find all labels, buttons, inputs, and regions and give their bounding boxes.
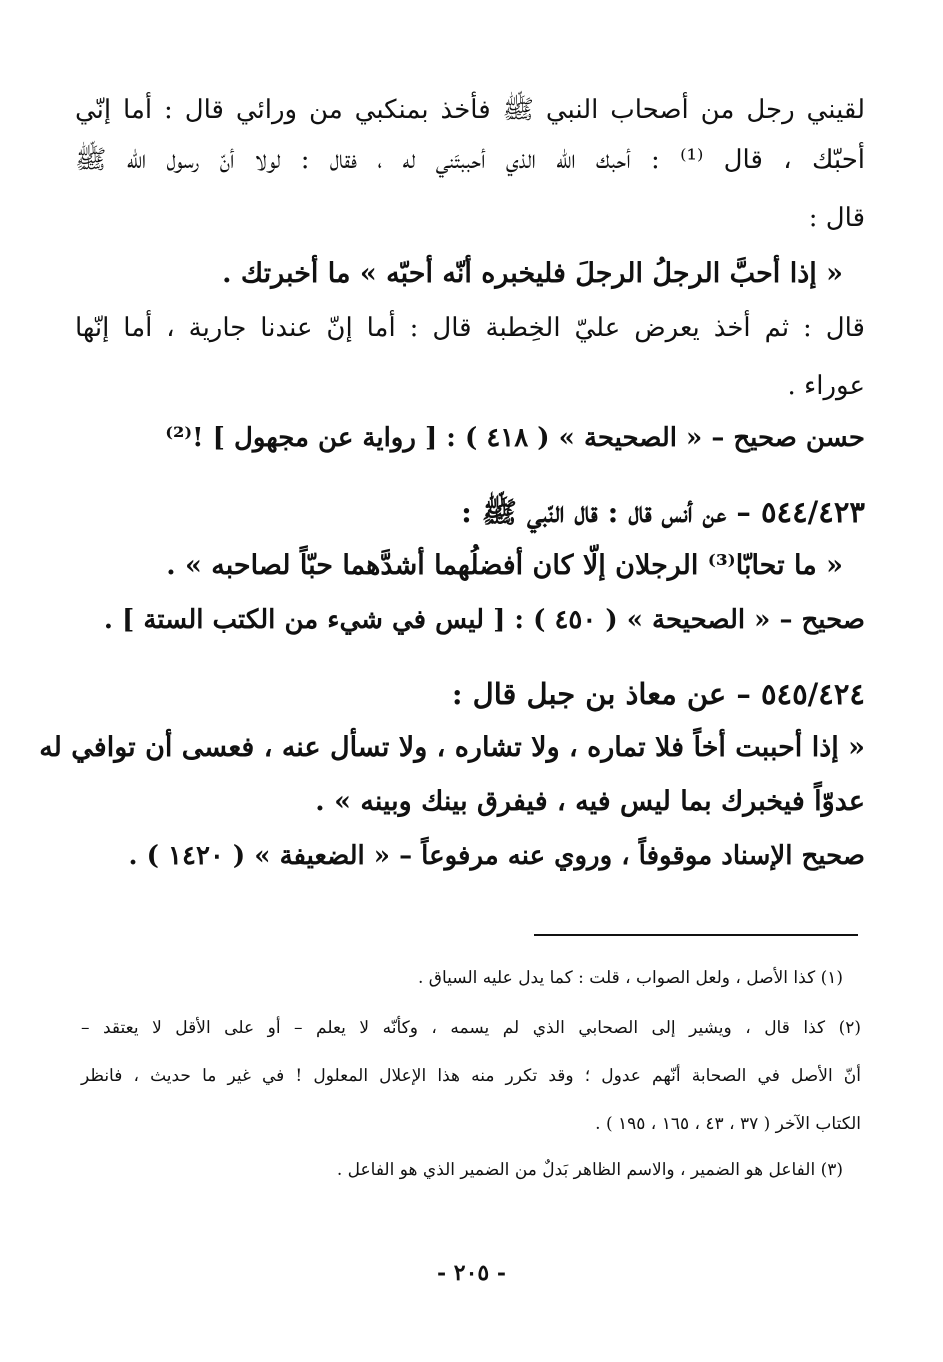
footnote: (٢) كذا قال ، ويشير إلى الصحابي الذي لم يسمه ، وكأنّه لا يعلم – أو على الأقل لا يعتقد – bbox=[81, 1018, 861, 1038]
text-line: أحبّك ، قال ⁽¹⁾ : أحبك الله الذي أحببتَني له ، فقال : لولا أنّ رسول الله ﷺ bbox=[75, 145, 865, 175]
footnote-separator bbox=[534, 934, 858, 936]
grading-line: صحيح الإسناد موقوفاً ، وروي عنه مرفوعاً – « الضعيفة » ( ١٤٢٠ ) . bbox=[128, 841, 865, 871]
text-line: عوراء . bbox=[787, 371, 865, 401]
footnote: أنّ الأصل في الصحابة أنّهم عدول ؛ وقد تكرر منه هذا الإعلال المعلول ! في غير ما حديث ، فانظر bbox=[81, 1066, 861, 1086]
text-line: قال : bbox=[808, 203, 865, 233]
footnote: الكتاب الآخر ( ٣٧ ، ٤٣ ، ١٦٥ ، ١٩٥ ) . bbox=[595, 1114, 861, 1134]
hadith-number-heading: ٥٤٥/٤٢٤ – عن معاذ بن جبل قال : bbox=[451, 677, 865, 711]
hadith-text: « إذا أحببت أخاً فلا تماره ، ولا تشاره ، ولا تسأل عنه ، فعسى أن توافي له bbox=[39, 732, 865, 763]
grading-line: حسن صحيح – « الصحيحة » ( ٤١٨ ) : [ رواية عن مجهول ] !⁽²⁾ bbox=[165, 423, 865, 453]
grading-line: صحيح – « الصحيحة » ( ٤٥٠ ) : [ ليس في شيء من الكتب الستة ] . bbox=[103, 605, 865, 635]
text-line: لقيني رجل من أصحاب النبي ﷺ فأخذ بمنكبي من ورائي قال : أما إنّي bbox=[75, 95, 865, 125]
hadith-text: « إذا أحبَّ الرجلُ الرجلَ فليخبره أنّه أحبّه » ما أخبرتك . bbox=[222, 258, 843, 289]
text-line: قال : ثم أخذ يعرض عليّ الخِطبة قال : أما إنّ عندنا جارية ، أما إنّها bbox=[75, 313, 865, 343]
page-number: - ٢٠٥ - bbox=[436, 1260, 507, 1286]
footnote: (٣) الفاعل هو الضمير ، والاسم الظاهر بَدلٌ من الضمير الذي هو الفاعل . bbox=[336, 1160, 843, 1180]
hadith-text: « ما تحابّا⁽³⁾ الرجلان إلّا كان أفضلُهما أشدَّهما حبّاً لصاحبه » . bbox=[166, 550, 843, 581]
hadith-text: عدوّاً فيخبرك بما ليس فيه ، فيفرق بينك وبينه » . bbox=[315, 786, 865, 817]
hadith-number-heading: ٥٤٤/٤٢٣ – عن أنس قال : قال النّبي ﷺ : bbox=[461, 495, 865, 529]
footnote: (١) كذا الأصل ، ولعل الصواب ، قلت : كما يدل عليه السياق . bbox=[418, 968, 843, 988]
